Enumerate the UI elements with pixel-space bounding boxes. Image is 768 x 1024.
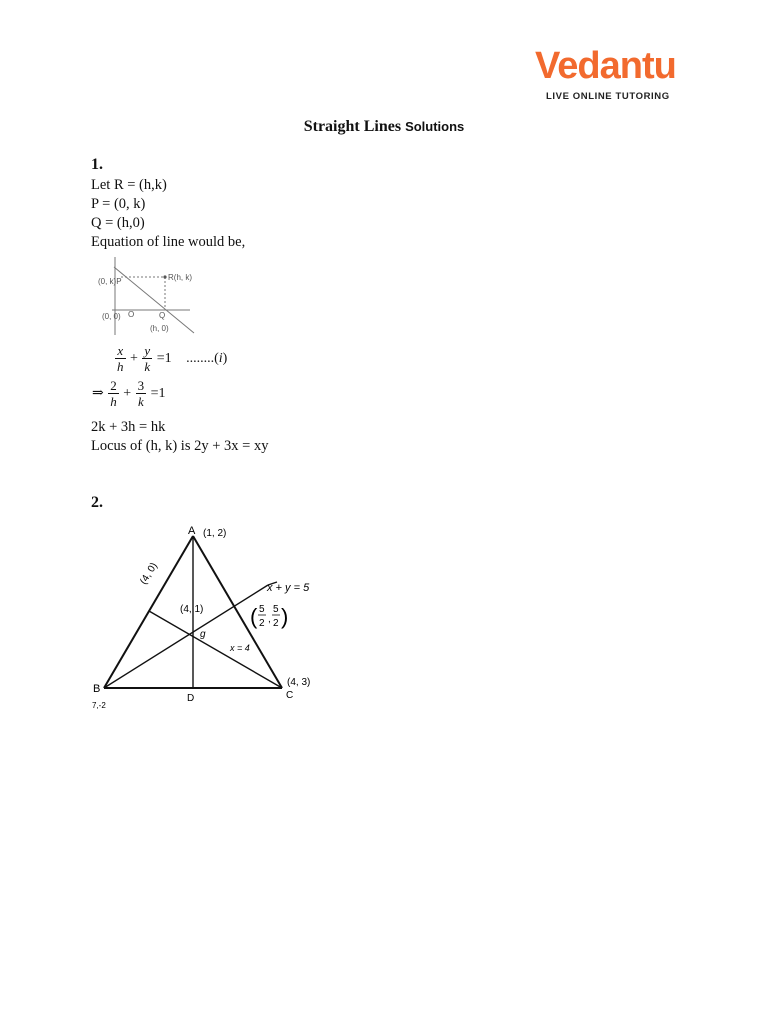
- title-sub: Solutions: [405, 119, 465, 134]
- eq1-rhs: =1: [156, 350, 172, 366]
- q1-result-1: 2k + 3h = hk: [91, 419, 166, 435]
- label-h0: (h, 0): [150, 324, 169, 333]
- median-b: [104, 585, 268, 688]
- q1-line-4: Equation of line would be,: [91, 234, 246, 250]
- question-1-number: 1.: [91, 156, 103, 173]
- q1-figure: [90, 255, 205, 337]
- q2-triangle-figure: [85, 520, 335, 715]
- page-title: [0, 118, 768, 136]
- eq1-tag: ........(i): [186, 350, 228, 366]
- label-c-coord: (4, 3): [287, 677, 311, 688]
- q1-line-1: Let R = (h,k): [91, 177, 167, 193]
- label-d: D: [187, 693, 195, 704]
- point-r: [163, 275, 166, 278]
- label-x4: x = 4: [230, 643, 250, 653]
- label-p: (0, k)P: [98, 277, 122, 286]
- frac-comma: ,: [268, 614, 271, 625]
- label-g: g: [200, 629, 206, 640]
- label-a: A: [188, 525, 196, 537]
- equation-1: $\frac{x}{h}$ + $\frac{y}{k}$ =1 ........(i): [117, 343, 228, 374]
- paren-open: (: [250, 604, 258, 629]
- vedantu-logo: [535, 44, 685, 106]
- label-r: R(h, k): [168, 273, 192, 282]
- frac-b: 2: [259, 618, 265, 629]
- frac-x-over-h: $\frac{x}{h}$: [117, 343, 124, 374]
- label-b-coord: 7,-2: [92, 701, 106, 710]
- label-line-eq: x + y = 5: [267, 582, 310, 594]
- frac-2-over-h: $\frac{2}{h}$: [110, 378, 117, 409]
- frac-d: 2: [273, 618, 279, 629]
- eq2-rhs: =1: [150, 385, 166, 401]
- logo-wordmark: Vedantu: [535, 45, 676, 87]
- logo-tagline: LIVE ONLINE TUTORING: [546, 91, 670, 102]
- q1-line-3: Q = (h,0): [91, 215, 145, 231]
- label-ab-mid: (4, 0): [138, 560, 160, 587]
- question-2-number: 2.: [91, 494, 103, 511]
- frac-y-over-k: $\frac{y}{k}$: [144, 343, 151, 374]
- label-q: Q: [159, 311, 166, 320]
- label-o: O: [128, 310, 135, 319]
- label-b: B: [93, 683, 101, 695]
- label-a-coord: (1, 2): [203, 528, 227, 539]
- paren-close: ): [281, 604, 289, 629]
- q1-result-2: Locus of (h, k) is 2y + 3x = xy: [91, 438, 269, 454]
- frac-3-over-k: $\frac{3}{k}$: [137, 378, 145, 409]
- label-g-coord: (4, 1): [180, 604, 204, 615]
- frac-c: 5: [273, 604, 279, 615]
- title-main: Straight Lines: [303, 118, 402, 135]
- label-c: C: [286, 690, 294, 701]
- implies-symbol: ⇒: [92, 386, 104, 401]
- q1-line-2: P = (0, k): [91, 196, 146, 212]
- equation-2: ⇒ $\frac{2}{h}$ + $\frac{3}{k}$ =1: [92, 378, 166, 409]
- frac-a: 5: [259, 604, 265, 615]
- label-origin: (0, 0): [102, 312, 121, 321]
- side-ac: [193, 536, 282, 688]
